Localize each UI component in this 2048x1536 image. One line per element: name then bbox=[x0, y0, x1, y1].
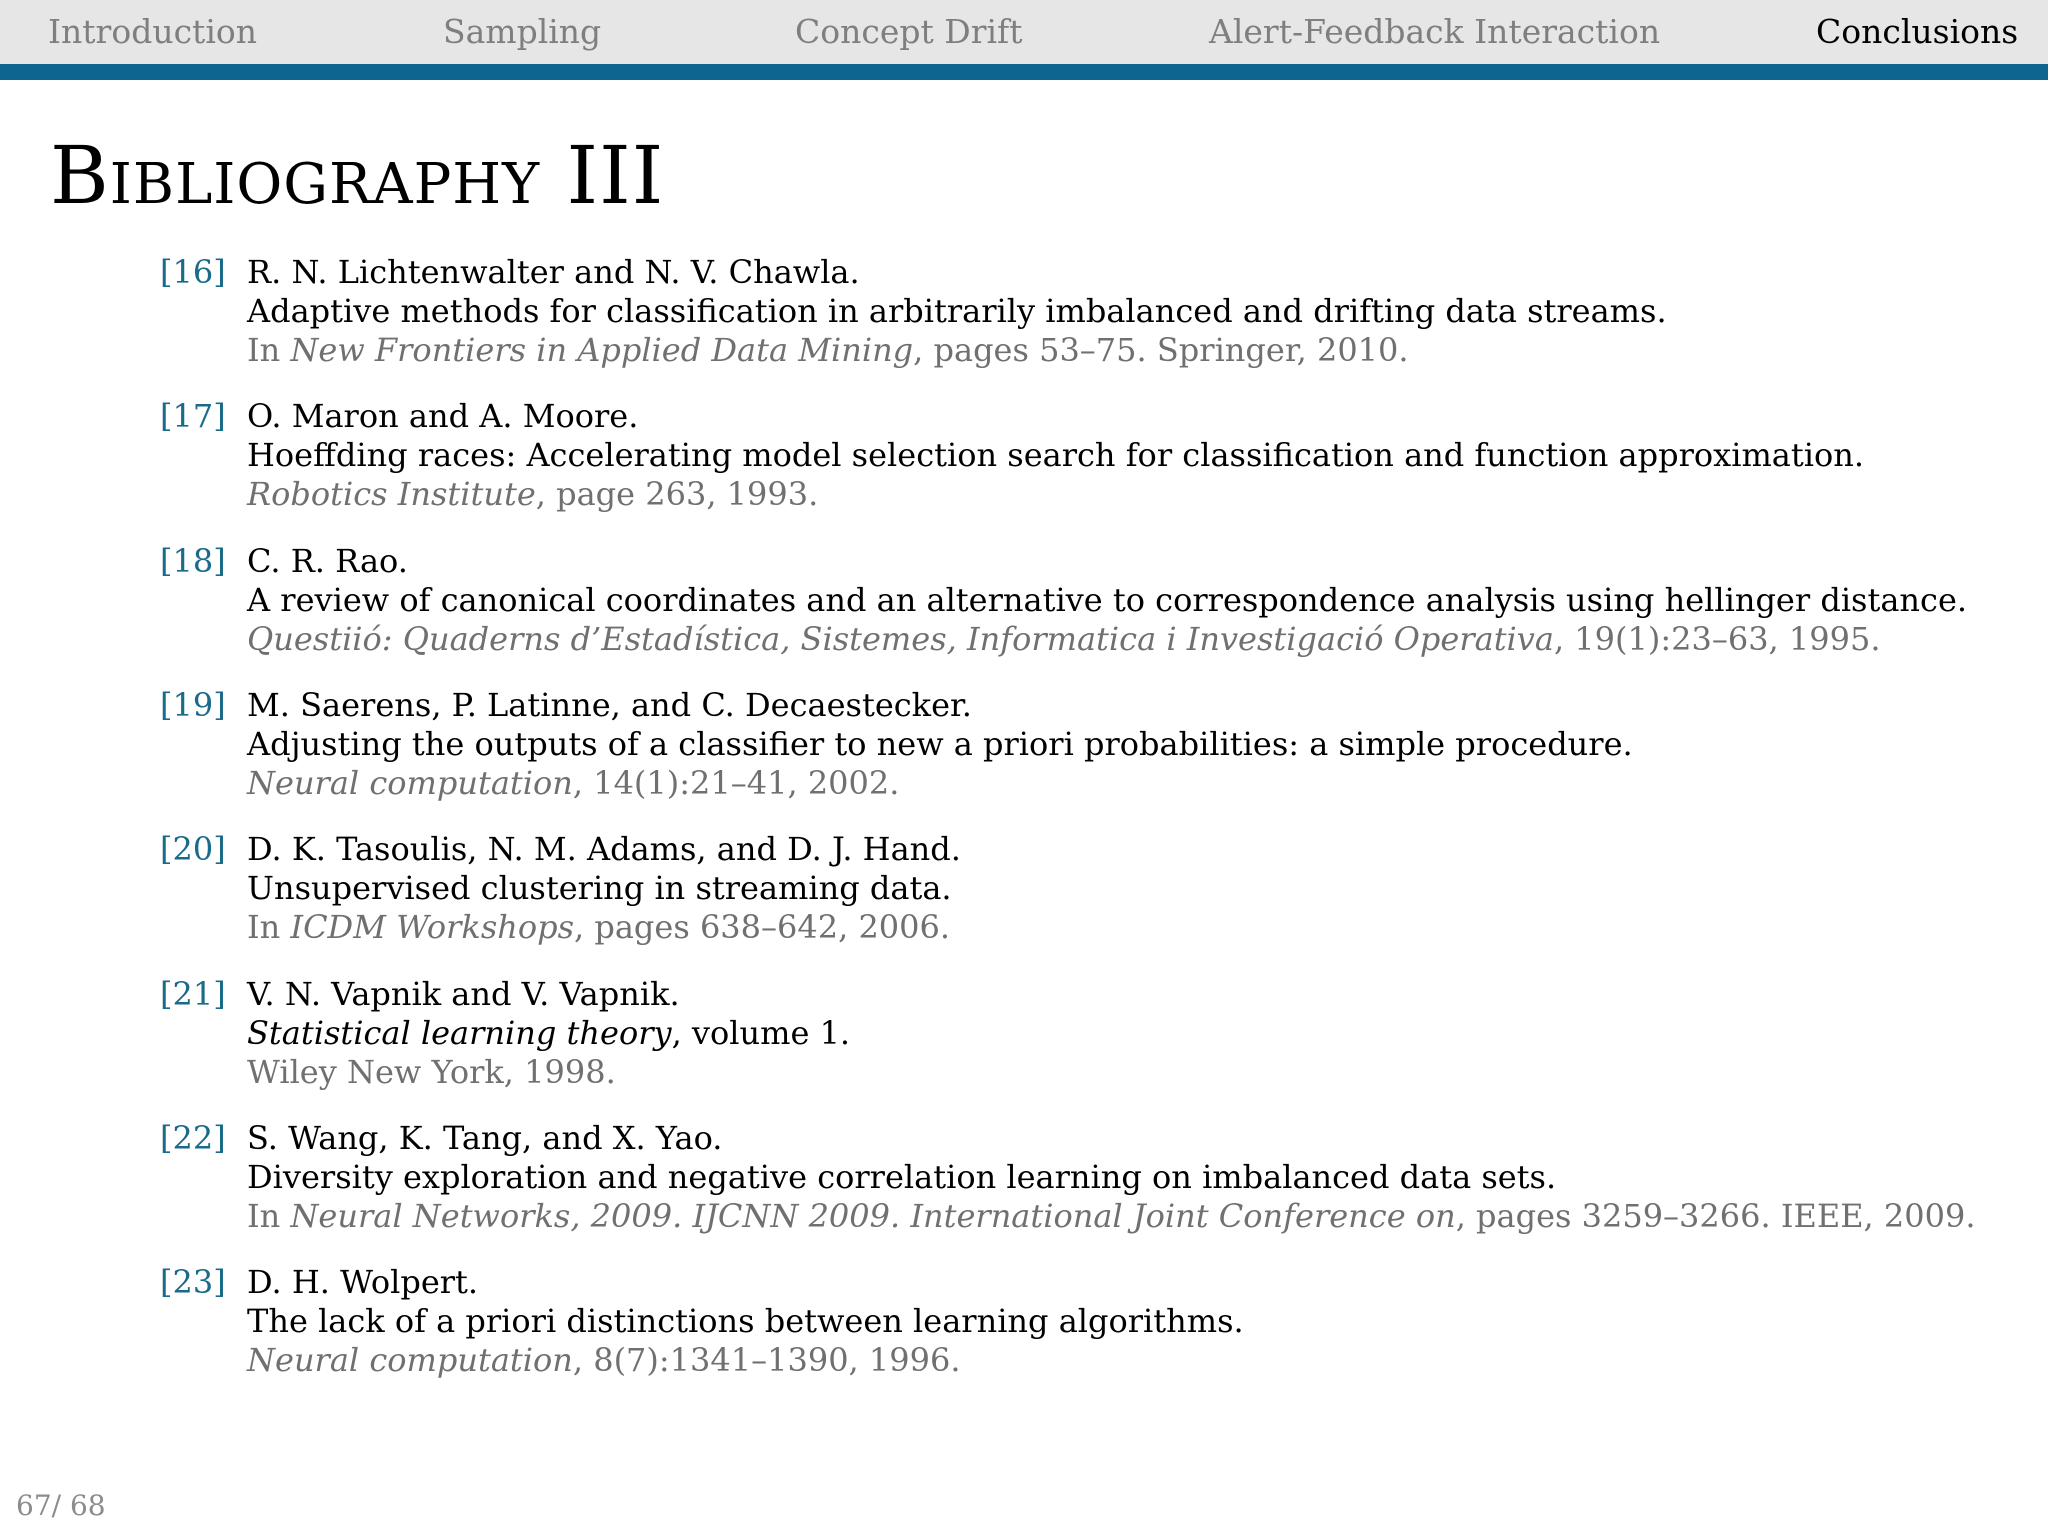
bib-venue bbox=[247, 330, 1409, 370]
bib-venue-text: In bbox=[247, 908, 291, 946]
bib-label: [19] bbox=[160, 686, 226, 724]
bib-title-text: Diversity exploration and negative correlation learning on imbalanced data sets. bbox=[247, 1158, 1557, 1196]
bib-authors: R. N. Lichtenwalter and N. V. Chawla. bbox=[247, 253, 860, 291]
bib-entry bbox=[0, 1118, 2048, 1248]
bib-venue-text: , 14(1):21–41, 2002. bbox=[572, 764, 900, 802]
bib-label: [22] bbox=[160, 1119, 226, 1157]
bib-entry bbox=[0, 829, 2048, 959]
bib-venue-text: Wiley New York, 1998. bbox=[247, 1053, 616, 1091]
bib-entry bbox=[0, 1262, 2048, 1392]
bib-entry bbox=[0, 685, 2048, 815]
bib-venue-text: , pages 3259–3266. IEEE, 2009. bbox=[1455, 1197, 1976, 1235]
bib-authors: O. Maron and A. Moore. bbox=[247, 397, 639, 435]
bib-venue bbox=[247, 907, 950, 947]
bib-title bbox=[247, 1157, 1556, 1197]
nav-item-alert-feedback-interaction[interactable]: Alert-Feedback Interaction bbox=[1209, 12, 1661, 51]
bib-venue-text: Neural computation bbox=[247, 1341, 573, 1379]
bib-entry bbox=[0, 974, 2048, 1104]
bib-title bbox=[247, 724, 1633, 764]
bib-title bbox=[247, 435, 1864, 475]
bib-venue-text: , page 263, 1993. bbox=[535, 475, 819, 513]
bib-label: [23] bbox=[160, 1263, 226, 1301]
bib-title bbox=[247, 580, 1967, 620]
bib-authors: S. Wang, K. Tang, and X. Yao. bbox=[247, 1119, 723, 1157]
bib-authors: D. K. Tasoulis, N. M. Adams, and D. J. Hand. bbox=[247, 830, 961, 868]
section-navbar bbox=[0, 0, 2048, 64]
bib-venue-text: In bbox=[247, 331, 291, 369]
navbar-accent-strip bbox=[0, 64, 2048, 80]
bib-venue-text: New Frontiers in Applied Data Mining bbox=[290, 331, 914, 369]
bib-venue-text: ICDM Workshops bbox=[290, 908, 575, 946]
bib-venue-text: Questiió: Quaderns d’Estadística, Sistemes, Informatica i Investigació Operativa bbox=[247, 620, 1554, 658]
bib-venue-text: Robotics Institute bbox=[247, 475, 536, 513]
bib-title-text: Hoeffding races: Accelerating model selection search for classification and function approximation. bbox=[247, 436, 1864, 474]
bib-venue bbox=[247, 1196, 1976, 1236]
bib-entry bbox=[0, 396, 2048, 526]
bib-label: [18] bbox=[160, 542, 226, 580]
bib-venue-text: , pages 638–642, 2006. bbox=[574, 908, 951, 946]
bib-label: [20] bbox=[160, 830, 226, 868]
bib-label: [21] bbox=[160, 975, 226, 1013]
bib-authors: V. N. Vapnik and V. Vapnik. bbox=[247, 975, 680, 1013]
page-number: 67/ 68 bbox=[16, 1489, 106, 1522]
bib-venue bbox=[247, 1340, 961, 1380]
nav-item-conclusions[interactable]: Conclusions bbox=[1816, 12, 2019, 51]
bib-authors: C. R. Rao. bbox=[247, 542, 408, 580]
bib-venue bbox=[247, 474, 818, 514]
bib-venue bbox=[247, 1052, 616, 1092]
nav-item-introduction[interactable]: Introduction bbox=[48, 12, 257, 51]
bib-venue-text: , 19(1):23–63, 1995. bbox=[1553, 620, 1881, 658]
bib-title-text: Statistical learning theory bbox=[247, 1014, 672, 1052]
bib-title-text: Adjusting the outputs of a classifier to new a priori probabilities: a simple procedure. bbox=[247, 725, 1633, 763]
bib-venue-text: , 8(7):1341–1390, 1996. bbox=[572, 1341, 961, 1379]
bib-title-text: Unsupervised clustering in streaming data. bbox=[247, 869, 952, 907]
bib-title bbox=[247, 291, 1667, 331]
bib-venue-text: Neural Networks, 2009. IJCNN 2009. International Joint Conference on bbox=[290, 1197, 1456, 1235]
bib-title bbox=[247, 868, 952, 908]
bib-title-text: The lack of a priori distinctions between learning algorithms. bbox=[247, 1302, 1244, 1340]
bib-authors: M. Saerens, P. Latinne, and C. Decaestecker. bbox=[247, 686, 972, 724]
slide-title: Bibliography III bbox=[50, 129, 665, 222]
nav-item-concept-drift[interactable]: Concept Drift bbox=[795, 12, 1023, 51]
bib-title-text: Adaptive methods for classification in arbitrarily imbalanced and drifting data streams. bbox=[247, 292, 1667, 330]
bib-label: [16] bbox=[160, 253, 226, 291]
bib-title-text: A review of canonical coordinates and an alternative to correspondence analysis using hellinger distance. bbox=[247, 581, 1968, 619]
nav-item-sampling[interactable]: Sampling bbox=[443, 12, 602, 51]
bib-label: [17] bbox=[160, 397, 226, 435]
bib-venue-text: , pages 53–75. Springer, 2010. bbox=[913, 331, 1409, 369]
bib-title bbox=[247, 1301, 1244, 1341]
bib-title bbox=[247, 1013, 850, 1053]
bib-venue-text: In bbox=[247, 1197, 291, 1235]
bib-entry bbox=[0, 252, 2048, 382]
bib-entry bbox=[0, 541, 2048, 671]
bib-venue-text: Neural computation bbox=[247, 764, 573, 802]
bib-title-text: , volume 1. bbox=[671, 1014, 851, 1052]
bib-venue bbox=[247, 619, 1881, 659]
bib-authors: D. H. Wolpert. bbox=[247, 1263, 479, 1301]
bib-venue bbox=[247, 763, 899, 803]
